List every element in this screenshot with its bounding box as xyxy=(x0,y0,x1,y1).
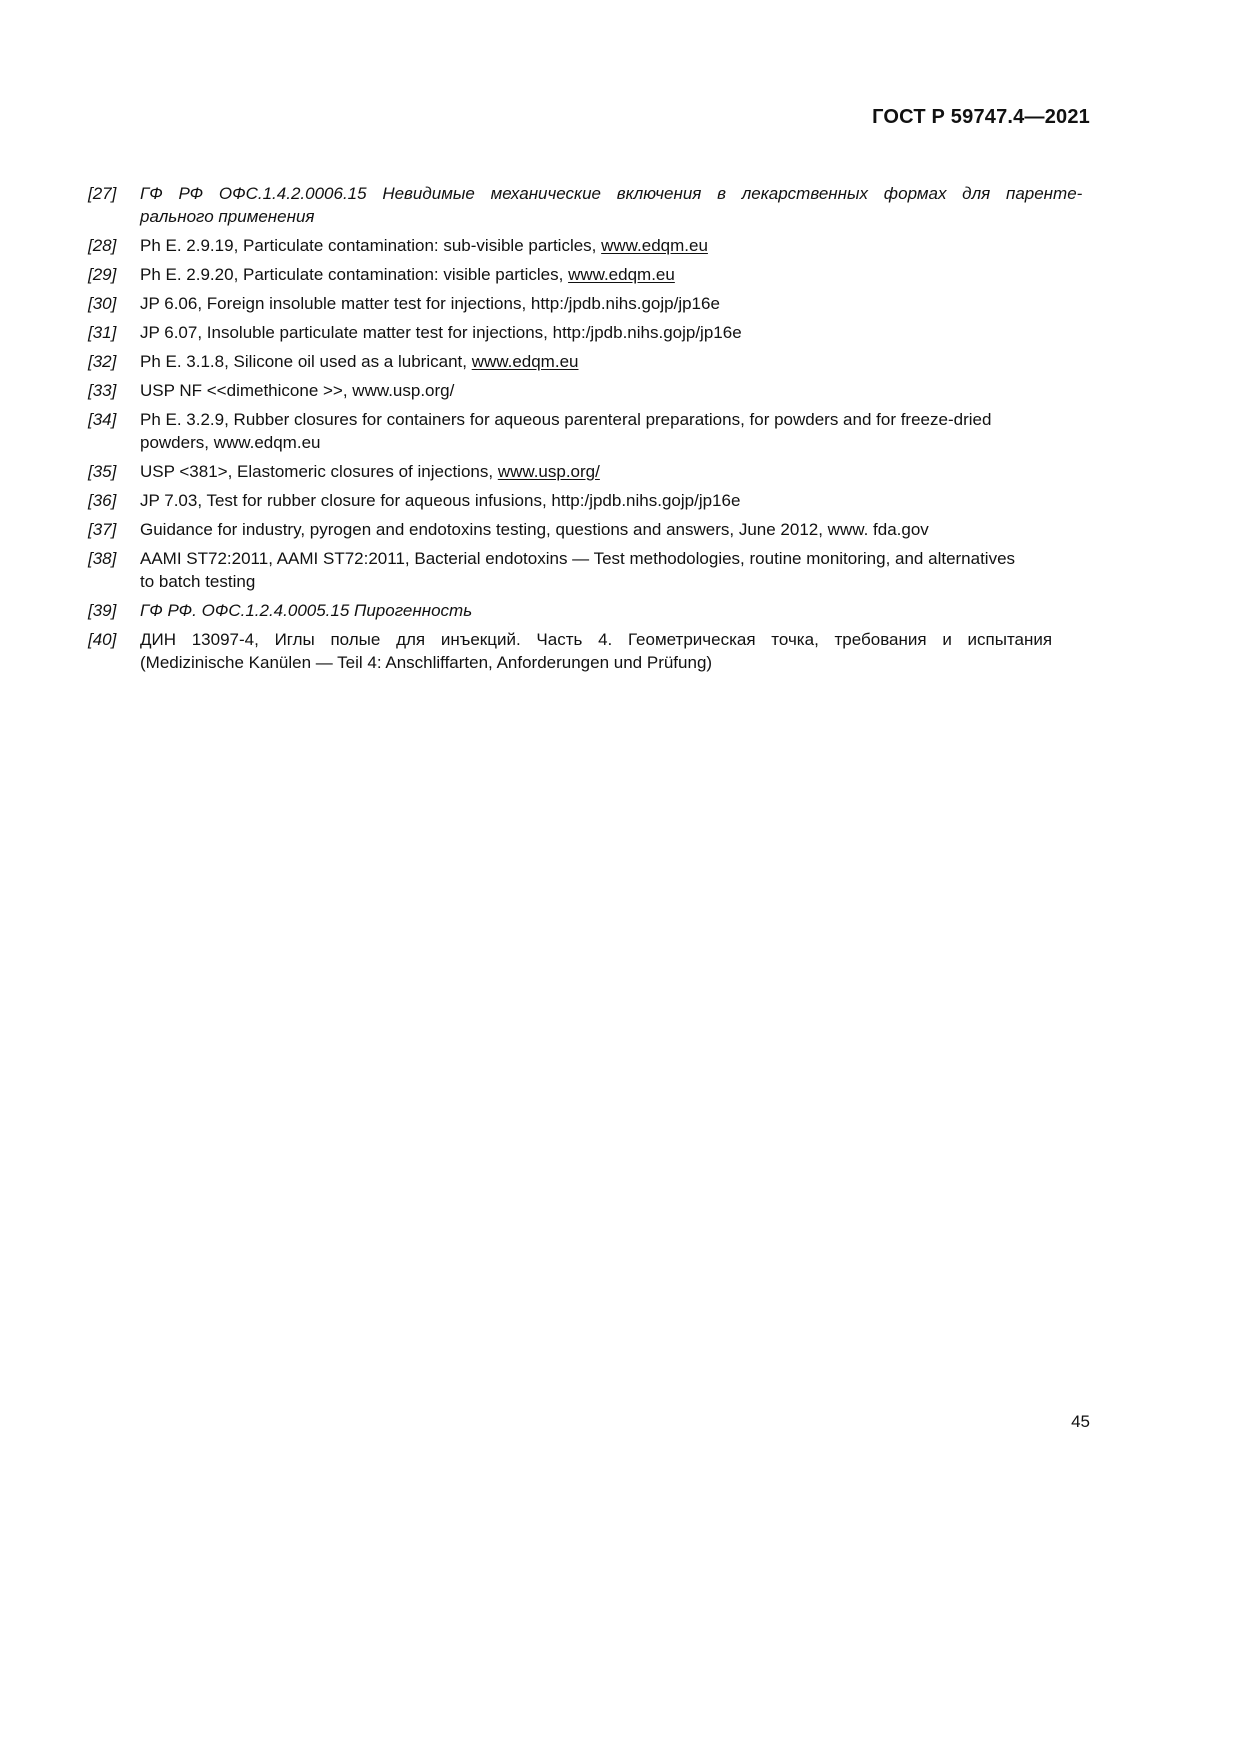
reference-link[interactable]: www.edqm.eu xyxy=(471,352,579,371)
reference-text xyxy=(140,460,1090,483)
reference-line xyxy=(140,520,929,539)
reference-line xyxy=(140,207,315,226)
reference-item xyxy=(88,321,1090,344)
reference-number: [34] xyxy=(88,410,117,429)
reference-line xyxy=(140,462,600,481)
reference-line xyxy=(140,433,320,452)
reference-text xyxy=(140,292,1090,315)
reference-text xyxy=(140,321,1090,344)
reference-number: [32] xyxy=(88,352,117,371)
reference-segment: powders, www.edqm.eu xyxy=(140,433,321,452)
bibliography-list xyxy=(88,182,1090,680)
reference-segment: Ph E. 3.2.9, Rubber closures for containers for aqueous parenteral preparations, for powders and for freeze-dried xyxy=(140,410,992,429)
reference-item xyxy=(88,263,1090,286)
reference-segment: Ph E. 3.1.8, Silicone oil used as a lubricant, xyxy=(140,352,472,371)
reference-text xyxy=(140,263,1090,286)
reference-segment: ГФ РФ. ОФС.1.2.4.0005.15 Пирогенность xyxy=(140,601,473,620)
reference-item xyxy=(88,234,1090,257)
reference-text xyxy=(140,350,1090,373)
reference-text xyxy=(140,599,1090,622)
reference-segment: Ph E. 2.9.19, Particulate contamination: sub-visible particles, xyxy=(140,236,602,255)
running-header: ГОСТ Р 59747.4—2021 xyxy=(872,106,1090,128)
reference-segment: Ph E. 2.9.20, Particulate contamination: visible particles, xyxy=(140,265,569,284)
reference-segment: to batch testing xyxy=(140,572,256,591)
reference-line xyxy=(140,184,1082,203)
reference-item xyxy=(88,292,1090,315)
reference-text xyxy=(140,234,1090,257)
reference-item xyxy=(88,408,1090,454)
reference-segment: AAMI ST72:2011, AAMI ST72:2011, Bacterial endotoxins — Test methodologies, routine monitoring, and alternatives xyxy=(140,549,1016,568)
reference-line xyxy=(140,491,740,510)
reference-line xyxy=(140,572,255,591)
reference-segment: (Medizinische Kanülen — Teil 4: Anschliffarten, Anforderungen und Prüfung) xyxy=(140,653,713,672)
reference-text xyxy=(140,518,1090,541)
reference-number: [33] xyxy=(88,381,117,400)
reference-number: [39] xyxy=(88,601,117,620)
reference-segment: ГФ РФ ОФС.1.4.2.0006.15 Невидимые механические включения в лекарственных формах для паренте- xyxy=(140,184,1083,203)
reference-number: [27] xyxy=(88,184,117,203)
reference-link[interactable]: www.usp.org/ xyxy=(497,462,600,481)
reference-line xyxy=(140,265,675,284)
reference-item xyxy=(88,350,1090,373)
reference-line xyxy=(140,323,742,342)
reference-line xyxy=(140,653,712,672)
reference-number: [35] xyxy=(88,462,117,481)
reference-line xyxy=(140,601,472,620)
reference-item xyxy=(88,460,1090,483)
reference-text xyxy=(140,182,1090,228)
reference-segment: рального применения xyxy=(140,207,315,226)
reference-line xyxy=(140,381,454,400)
reference-segment: JP 6.07, Insoluble particulate matter test for injections, http:/jpdb.nihs.gojp/jp16e xyxy=(140,323,742,342)
reference-number: [28] xyxy=(88,236,117,255)
reference-item xyxy=(88,182,1090,228)
reference-text xyxy=(140,547,1090,593)
reference-item xyxy=(88,518,1090,541)
reference-segment: JP 7.03, Test for rubber closure for aqueous infusions, http:/jpdb.nihs.gojp/jp16e xyxy=(140,491,741,510)
reference-line xyxy=(140,549,1015,568)
reference-item xyxy=(88,489,1090,512)
page-number: 45 xyxy=(1071,1412,1090,1431)
reference-item xyxy=(88,599,1090,622)
reference-link[interactable]: www.edqm.eu xyxy=(601,236,708,255)
reference-link[interactable]: www.edqm.eu xyxy=(568,265,675,284)
reference-segment: JP 6.06, Foreign insoluble matter test for injections, http:/jpdb.nihs.gojp/jp16e xyxy=(140,294,720,313)
reference-number: [37] xyxy=(88,520,117,539)
reference-segment: ДИН 13097-4, Иглы полые для инъекций. Часть 4. Геометрическая точка, требования и испытания xyxy=(140,630,1053,649)
reference-text xyxy=(140,379,1090,402)
reference-number: [40] xyxy=(88,630,117,649)
reference-line xyxy=(140,630,1052,649)
reference-number: [36] xyxy=(88,491,117,510)
reference-item xyxy=(88,628,1090,674)
reference-segment: Guidance for industry, pyrogen and endotoxins testing, questions and answers, June 2012, www. fda.gov xyxy=(140,520,929,539)
reference-text xyxy=(140,408,1090,454)
reference-text xyxy=(140,489,1090,512)
reference-line xyxy=(140,352,578,371)
reference-line xyxy=(140,410,991,429)
reference-number: [38] xyxy=(88,549,117,568)
reference-number: [29] xyxy=(88,265,117,284)
reference-line xyxy=(140,294,720,313)
reference-segment: USP NF <<dimethicone >>, www.usp.org/ xyxy=(140,381,455,400)
reference-segment: USP <381>, Elastomeric closures of injections, xyxy=(140,462,498,481)
reference-number: [30] xyxy=(88,294,117,313)
reference-text xyxy=(140,628,1090,674)
reference-line xyxy=(140,236,708,255)
reference-number: [31] xyxy=(88,323,117,342)
reference-item xyxy=(88,547,1090,593)
reference-item xyxy=(88,379,1090,402)
